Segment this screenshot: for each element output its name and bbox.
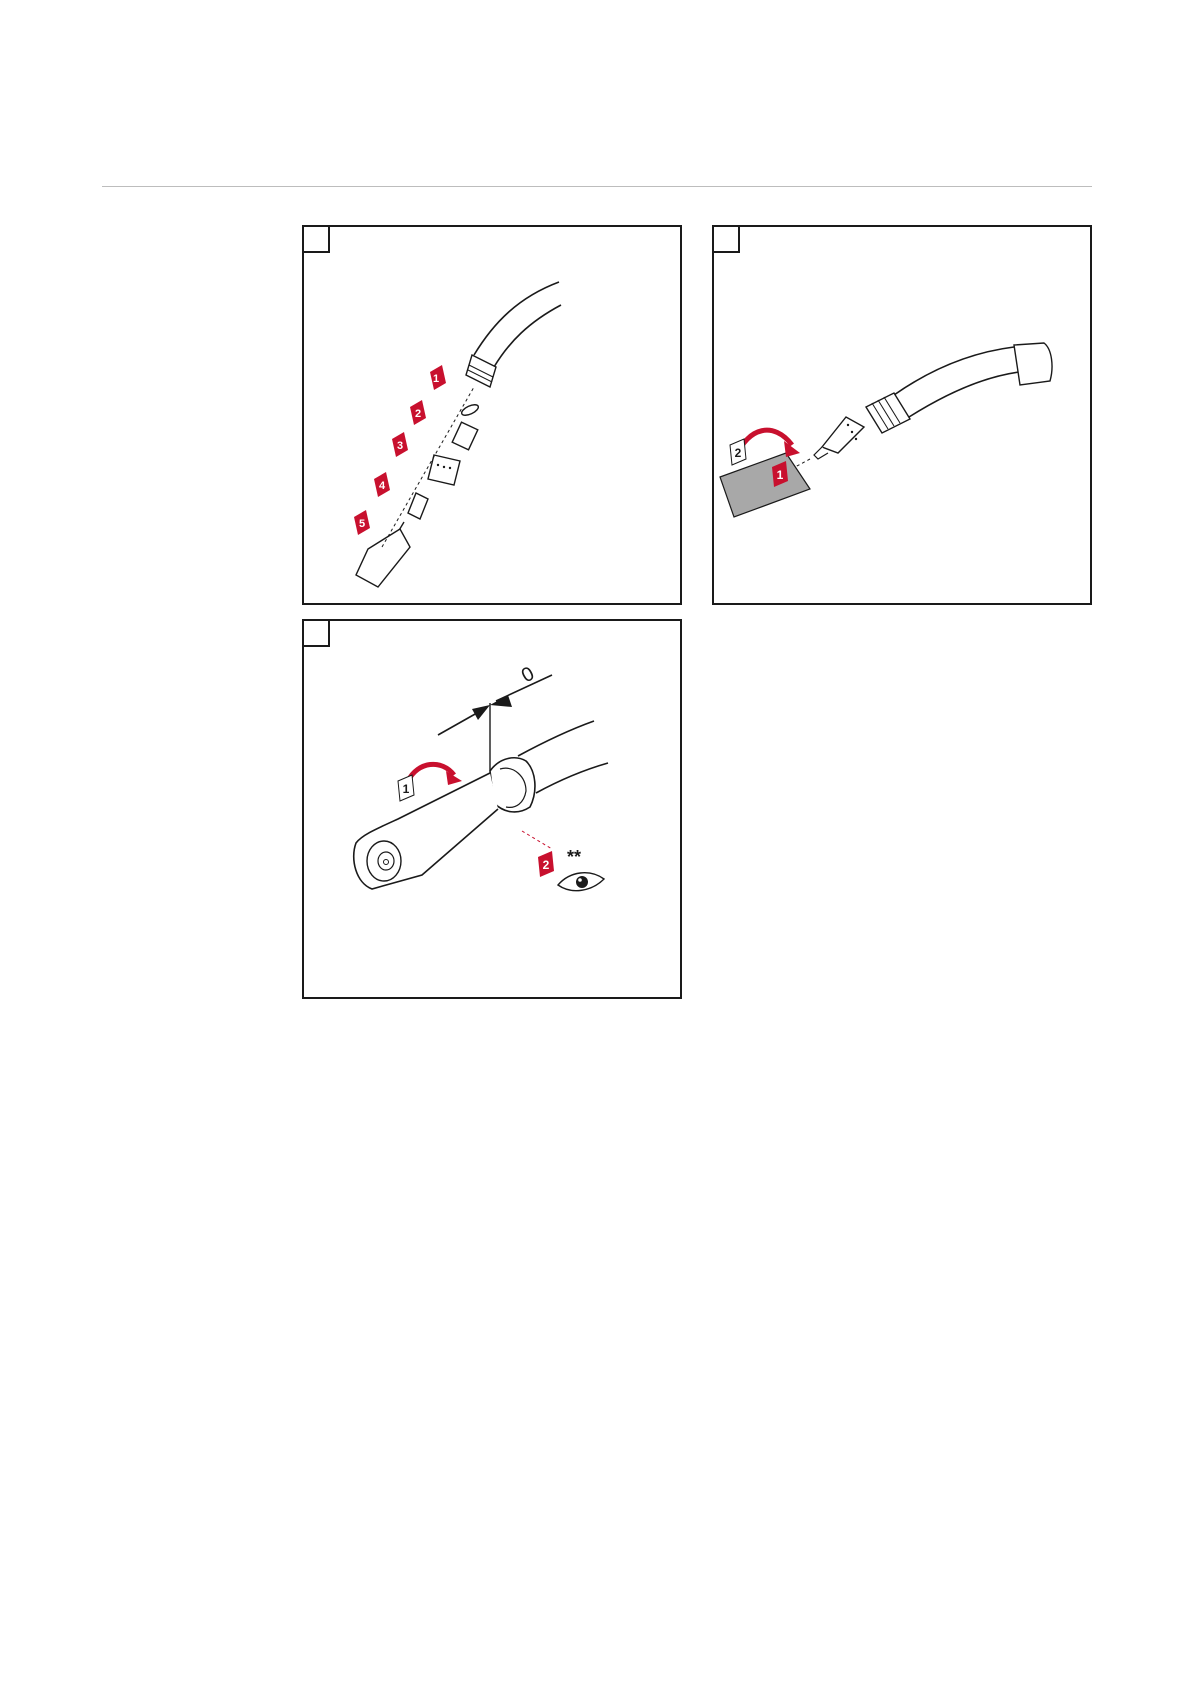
svg-text:2: 2: [414, 408, 422, 420]
nozzle-assembly-illustration: [714, 227, 1090, 603]
eye-icon: [558, 873, 604, 891]
step-badge-5: [354, 510, 370, 535]
step-badge-2: [730, 439, 746, 465]
step-badge-2: [538, 851, 554, 877]
dimension-label: 0: [517, 662, 539, 688]
disassembly-illustration: [304, 227, 680, 603]
note-marker: **: [566, 847, 582, 867]
step-badge-1: [430, 365, 446, 390]
figure-panel-nozzle-assembly: [712, 225, 1092, 605]
step-badge-2: [410, 400, 426, 425]
figure-panel-nozzle-check: [302, 619, 682, 999]
svg-text:2: 2: [734, 446, 742, 460]
header-divider: [102, 186, 1092, 187]
svg-text:2: 2: [542, 858, 550, 872]
svg-text:4: 4: [378, 480, 386, 492]
nozzle-check-illustration: [304, 621, 680, 997]
step-badge-3: [392, 432, 408, 457]
svg-text:5: 5: [358, 518, 366, 530]
svg-text:1: 1: [776, 468, 784, 482]
svg-text:1: 1: [432, 373, 440, 385]
svg-text:1: 1: [402, 782, 410, 796]
figure-panel-disassembly: [302, 225, 682, 605]
step-badge-1: [398, 775, 414, 801]
svg-text:3: 3: [396, 440, 404, 452]
step-badge-4: [374, 472, 390, 497]
